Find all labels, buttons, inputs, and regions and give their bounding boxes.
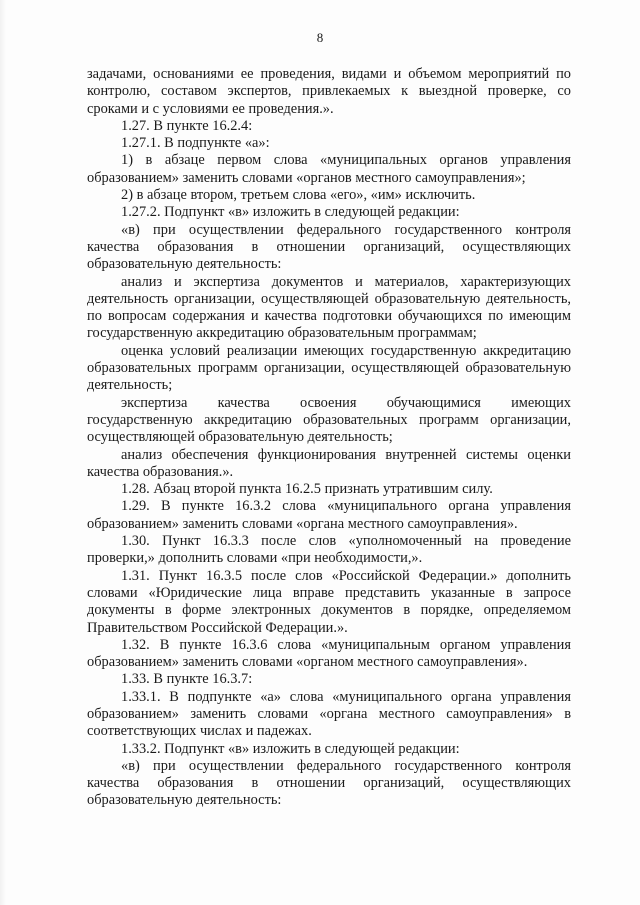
paragraph: оценка условий реализации имеющих государственную аккредитацию образовательных программ организации, осуществляющей образовательную деятельность; [87,342,571,394]
paragraph: анализ и экспертиза документов и материалов, характеризующих деятельность организации, осуществляющей образовательную деятельность, по вопросам содержания и качества подготовки обучающихся по имеющим государственную аккредитацию образовательным программам; [87,273,571,342]
paragraph: 1.30. Пункт 16.3.3 после слов «уполномоченный на проведение проверки,» дополнить словами «при необходимости,». [87,533,571,567]
page-number: 8 [316,30,324,45]
paragraph: 1.33.2. Подпункт «в» изложить в следующей редакции: [121,740,460,757]
paragraph: 1.27.2. Подпункт «в» изложить в следующей редакции: [121,204,460,221]
scan-edge-left [0,0,6,905]
paragraph: «в) при осуществлении федерального государственного контроля качества образования в отношении организаций, осуществляющих образовательную деятельность: [87,757,571,809]
paragraph: 1.31. Пункт 16.3.5 после слов «Российской Федерации.» дополнить словами «Юридические лица вправе представить указанные в запросе документы в форме электронных документов в порядке, определяемом Правительством Российской Федерации.». [87,567,571,636]
paragraph: 1.33.1. В подпункте «а» слова «муниципального органа управления образованием» заменить словами «органа местного самоуправления» в соответствующих числах и падежах. [87,688,571,740]
paragraph: задачами, основаниями ее проведения, видами и объемом мероприятий по контролю, составом экспертов, привлекаемых к выездной проверке, со сроками и с условиями ее проведения.». [87,66,571,117]
paragraph: 1.27. В пункте 16.2.4: [121,117,253,134]
document-body [87,66,571,810]
paragraph: «в) при осуществлении федерального государственного контроля качества образования в отношении организаций, осуществляющих образовательную деятельность: [87,221,571,273]
paragraph: 1.27.1. В подпункте «а»: [121,135,270,152]
paragraph: анализ обеспечения функционирования внутренней системы оценки качества образования.». [87,446,571,480]
paragraph: 2) в абзаце втором, третьем слова «его», «им» исключить. [121,187,476,204]
paragraph: 1) в абзаце первом слова «муниципальных органов управления образованием» заменить словами «органов местного самоуправления»; [87,152,571,186]
paragraph: 1.28. Абзац второй пункта 16.2.5 признать утратившим силу. [121,481,493,498]
paragraph: 1.33. В пункте 16.3.7: [121,671,253,688]
paragraph: 1.29. В пункте 16.3.2 слова «муниципального органа управления образованием» заменить словами «органа местного самоуправления». [87,498,571,532]
paragraph: экспертиза качества освоения обучающимися имеющих государственную аккредитацию образовательных программ организации, осуществляющей образовательную деятельность; [87,394,571,446]
paragraph: 1.32. В пункте 16.3.6 слова «муниципальным органом управления образованием» заменить словами «органом местного самоуправления». [87,636,571,671]
